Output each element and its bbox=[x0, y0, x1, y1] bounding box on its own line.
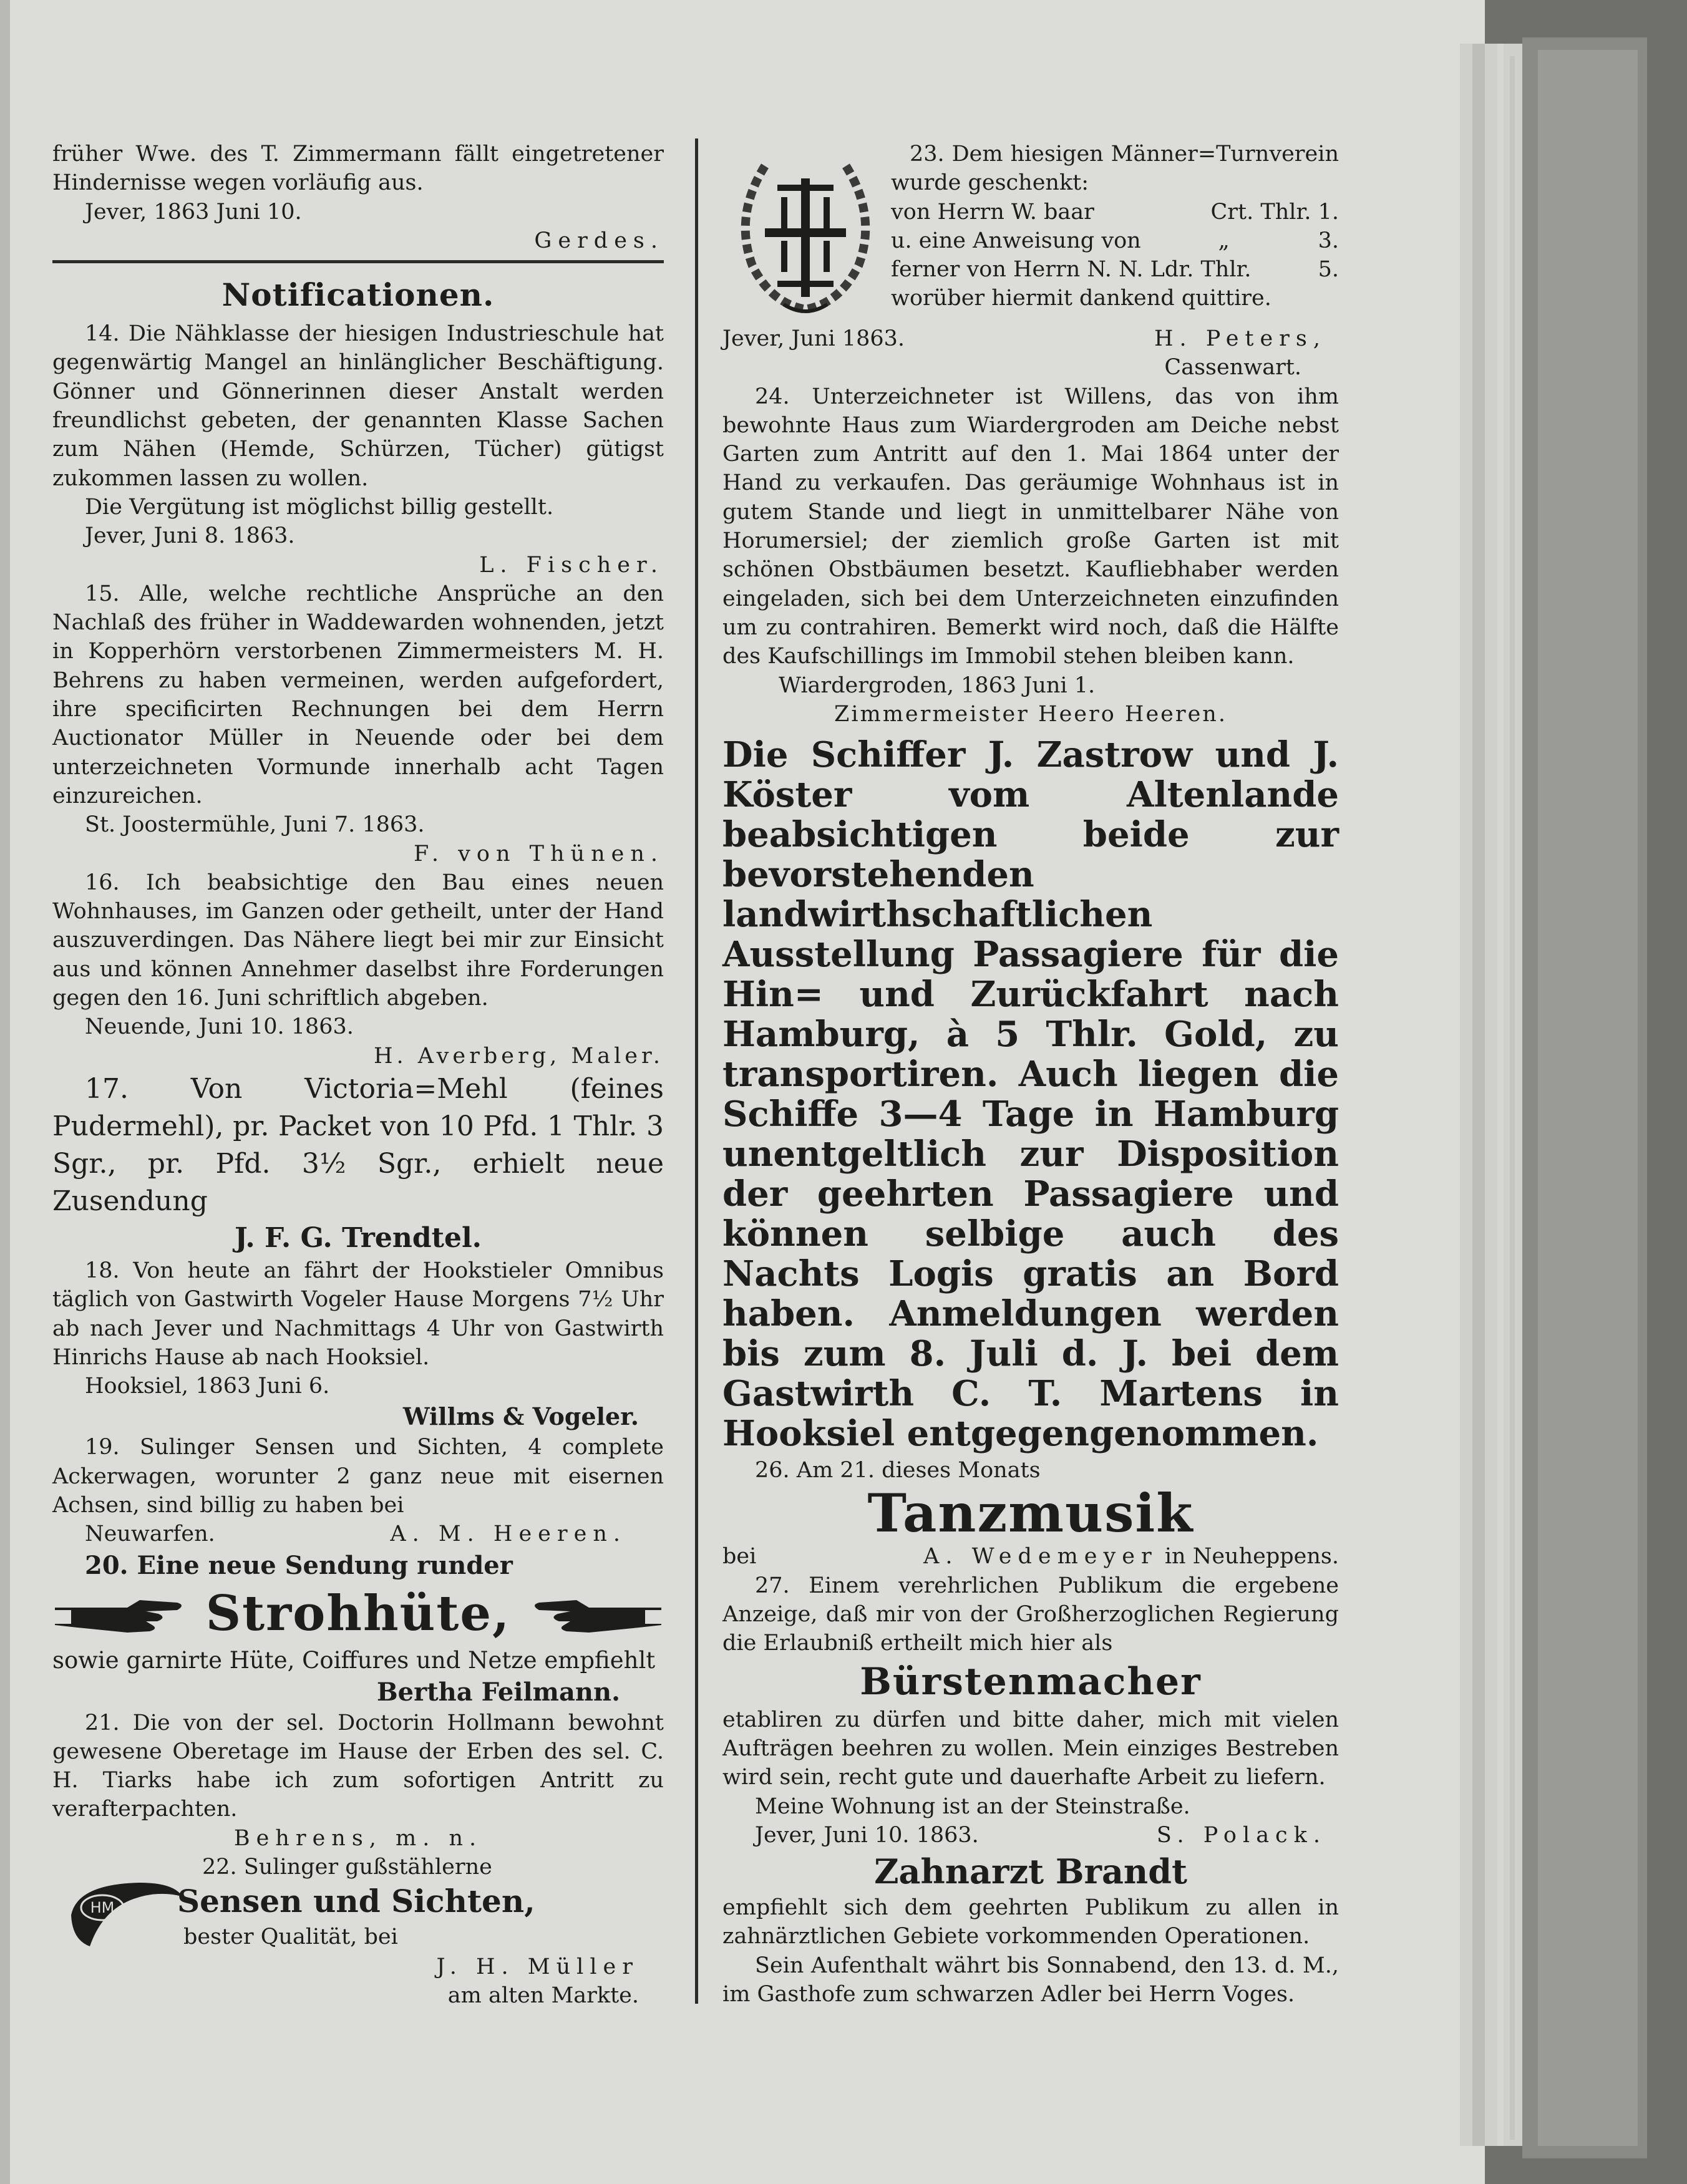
notice-22-intro: 22. Sulinger gußstählerne bbox=[202, 1855, 492, 1880]
notice-22-sub: am alten Markte. bbox=[447, 1983, 639, 2009]
donation-row bbox=[891, 255, 1339, 284]
notice-15-signature: F. von Thünen. bbox=[414, 841, 664, 866]
donation-row-value: 5. bbox=[1318, 257, 1339, 283]
donation-row-label: u. eine Anweisung von bbox=[891, 228, 1141, 253]
notice-19-place: Neuwarfen. bbox=[85, 1522, 215, 1547]
scythe-logo-text: HM bbox=[90, 1899, 115, 1917]
notice-18-date: Hooksiel, 1863 Juni 6. bbox=[85, 1374, 330, 1399]
left-column bbox=[52, 140, 664, 2021]
notice-14-signature: L. Fischer. bbox=[479, 552, 664, 578]
notice-27-signature: S. Polack. bbox=[1156, 1822, 1326, 1848]
notice-28-text2: Sein Aufenthalt währt bis Sonnabend, den 13. d. M., im Gasthofe zum schwarzen Adler bei Herrn Voges. bbox=[722, 1953, 1339, 2007]
notice-28-display: Zahnarzt Brandt bbox=[874, 1852, 1187, 1892]
donation-row bbox=[891, 226, 1339, 255]
notice-14-text2: Die Vergütung ist möglichst billig gestellt. bbox=[85, 494, 554, 520]
notice-19-signature: A. M. Heeren. bbox=[390, 1522, 626, 1547]
notice-16-text: 16. Ich beabsichtige den Bau eines neuen Wohnhauses, im Ganzen oder getheilt, unter der Hand auszuverdingen. Das Nähere liegt bei mir zur Einsicht aus und können Annehmer daselbst ihre Forderungen gegen den 16. Juni schriftlich abgeben. bbox=[52, 870, 664, 1011]
notice-26-signature: A. Wedemeyer bbox=[923, 1544, 1158, 1570]
notice-19-text: 19. Sulinger Sensen und Sichten, 4 complete Ackerwagen, worunter 2 ganz neue mit eisernen Achsen, sind billig zu haben bei bbox=[52, 1435, 664, 1518]
donation-row-unit: Crt. Thlr. bbox=[1210, 199, 1311, 225]
notice-22-line: bester Qualität, bei bbox=[183, 1924, 398, 1950]
notice-23-closing: worüber hiermit dankend quittire. bbox=[891, 286, 1271, 311]
notice-20-text: sowie garnirte Hüte, Coiffures und Netze empfiehlt bbox=[52, 1646, 656, 1674]
notice-18-text: 18. Von heute an fährt der Hookstieler Omnibus täglich von Gastwirth Vogeler Hause Morgens 7½ Uhr ab nach Jever und Nachmittags 4 Uhr von Gastwirth Hinrichs Hause ab nach Hooksiel. bbox=[52, 1258, 664, 1370]
notice-25-text: Die Schiffer J. Zastrow und J. Köster vom Altenlande beabsichtigen beide zur bevorstehenden landwirthschaftlichen Ausstellung Passagiere für die Hin= und Zurückfahrt nach Hamburg, à 5 Thlr. Gold, zu transportiren. Auch liegen die Schiffe 3—4 Tage in Hamburg unentgeltlich zur Disposition der geehrten Passagiere und können selbige auch des Nachts Logis gratis an Bord haben. Anmeldungen werden bis zum 8. Juli d. J. bei dem Gastwirth C. T. Martens in Hooksiel entgegengenommen. bbox=[722, 734, 1339, 1455]
notice-17-signature: J. F. G. Trendtel. bbox=[235, 1221, 482, 1254]
notice-22-display: Sensen und Sichten, bbox=[177, 1883, 535, 1920]
notice-24-date: Wiardergroden, 1863 Juni 1. bbox=[779, 672, 1096, 698]
notice-24-signature: Zimmermeister Heero Heeren. bbox=[834, 701, 1227, 727]
carry-over-date: Jever, 1863 Juni 10. bbox=[85, 199, 302, 225]
notice-28-text: empfiehlt sich dem geehrten Publikum zu allen in zahnärztlichen Gebiete vorkommenden Operationen. bbox=[722, 1895, 1339, 1949]
section-heading: Notificationen. bbox=[221, 276, 495, 314]
notice-14-text: 14. Die Nähklasse der hiesigen Industrieschule hat gegenwärtig Mangel an hinlänglicher Beschäftigung. Gönner und Gönnerinnen dieser Anstalt werden freundlichst gebeten, der genannten Klasse Sachen zum Nähen (Hemde, Schürzen, Tücher) gütigst zukommen lassen zu wollen. bbox=[52, 321, 664, 491]
notice-26-bei: bei bbox=[722, 1544, 757, 1570]
notice-27-text: 27. Einem verehrlichen Publikum die ergebene Anzeige, daß mir von der Großherzoglichen Regierung die Erlaubniß ertheilt mich hier als bbox=[722, 1573, 1339, 1656]
donation-row-value: 3. bbox=[1318, 228, 1339, 253]
notice-23-signature-role: Cassenwart. bbox=[1164, 355, 1301, 381]
scythe-logo bbox=[65, 1878, 183, 1953]
notice-20-intro: 20. Eine neue Sendung runder bbox=[85, 1550, 513, 1580]
notice-21-text: 21. Die von der sel. Doctorin Hollmann bewohnt gewesene Oberetage im Hause der Erben des sel. C. H. Tiarks habe ich zum sofortigen Antritt zu verafterpachten. bbox=[52, 1710, 664, 1822]
notice-27-date: Jever, Juni 10. 1863. bbox=[755, 1822, 979, 1848]
notice-27-text2: etabliren zu dürfen und bitte daher, mich mit vielen Aufträgen beehren zu wollen. Mein einziges Bestreben wird sein, recht gute und dauerhafte Arbeit zu liefern. bbox=[722, 1707, 1339, 1790]
carry-over-text: früher Wwe. des T. Zimmermann fällt eingetretener Hindernisse wegen vorläufig aus. bbox=[52, 142, 664, 196]
notice-21-signature: Behrens, m. n. bbox=[233, 1825, 483, 1851]
notice-17-text: 17. Von Victoria=Mehl (feines Pudermehl), pr. Packet von 10 Pfd. 1 Thlr. 3 Sgr., pr. Pfd. 3½ Sgr., erhielt neue Zusendung bbox=[52, 1072, 664, 1217]
notice-15-date: St. Joostermühle, Juni 7. 1863. bbox=[85, 812, 425, 838]
turnverein-cross-emblem bbox=[727, 141, 883, 322]
notice-23-text: 23. Dem hiesigen Männer=Turnverein wurde geschenkt: bbox=[891, 142, 1339, 196]
notice-26-intro: 26. Am 21. dieses Monats bbox=[755, 1458, 1041, 1483]
notice-16-signature: H. Averberg, Maler. bbox=[374, 1043, 664, 1069]
donation-row-label: ferner von Herrn N. N. Ldr. Thlr. bbox=[891, 257, 1252, 283]
notice-20-signature: Bertha Feilmann. bbox=[376, 1677, 620, 1707]
donation-row-value: 1. bbox=[1318, 199, 1339, 225]
carry-over-signature: Gerdes. bbox=[534, 228, 664, 253]
donation-row-label: von Herrn W. baar bbox=[891, 199, 1094, 225]
pointing-hand-right-icon bbox=[52, 1589, 190, 1639]
notice-16-date: Neuende, Juni 10. 1863. bbox=[85, 1014, 354, 1040]
donation-row bbox=[891, 198, 1339, 226]
notice-27-text3: Meine Wohnung ist an der Steinstraße. bbox=[755, 1793, 1190, 1819]
right-column bbox=[722, 140, 1339, 2009]
notice-18-signature: Willms & Vogeler. bbox=[402, 1402, 639, 1431]
notice-26-place: in Neuheppens. bbox=[1164, 1544, 1339, 1570]
notice-24-text: 24. Unterzeichneter ist Willens, das von ihm bewohnte Haus zum Wiardergroden am Deiche nebst Garten zum Antritt auf den 1. Mai 1864 unter der Hand zu verkaufen. Das geräumige Wohnhaus ist in gutem Stande und liegt in unmittelbarer Nähe von Horumersiel; der ziemlich große Garten ist mit schönen Obstbäumen besetzt. Kaufliebhaber werden eingeladen, sich bei dem Unterzeichneten einzufinden um zu contrahiren. Bemerkt wird noch, daß die Hälfte des Kaufschillings im Immobil stehen bleiben kann. bbox=[722, 384, 1339, 669]
column-divider bbox=[695, 138, 698, 2004]
pointing-hand-left-icon bbox=[527, 1589, 664, 1639]
notice-20-display: Strohhüte, bbox=[205, 1585, 511, 1642]
notice-14-date: Jever, Juni 8. 1863. bbox=[85, 523, 295, 549]
donation-row-unit: „ bbox=[1218, 228, 1230, 253]
notice-27-display: Bürstenmacher bbox=[860, 1659, 1202, 1704]
notice-23-date: Jever, Juni 1863. bbox=[722, 326, 905, 351]
notice-23-signature: H. Peters, bbox=[1154, 326, 1326, 351]
notice-22-signature: J. H. Müller bbox=[436, 1954, 639, 1980]
notice-15-text: 15. Alle, welche rechtliche Ansprüche an den Nachlaß des früher in Waddewarden wohnenden, jetzt in Kopperhörn verstorbenen Zimmermeisters M. H. Behrens zu haben vermeinen, werden aufgefordert, ihre specificirten Rechnungen bei dem Herrn Auctionator Müller in Neuende oder bei dem unterzeichneten Vormunde innerhalb acht Tagen einzureichen. bbox=[52, 581, 664, 808]
section-rule bbox=[52, 260, 664, 263]
notice-26-display: Tanzmusik bbox=[867, 1482, 1194, 1545]
